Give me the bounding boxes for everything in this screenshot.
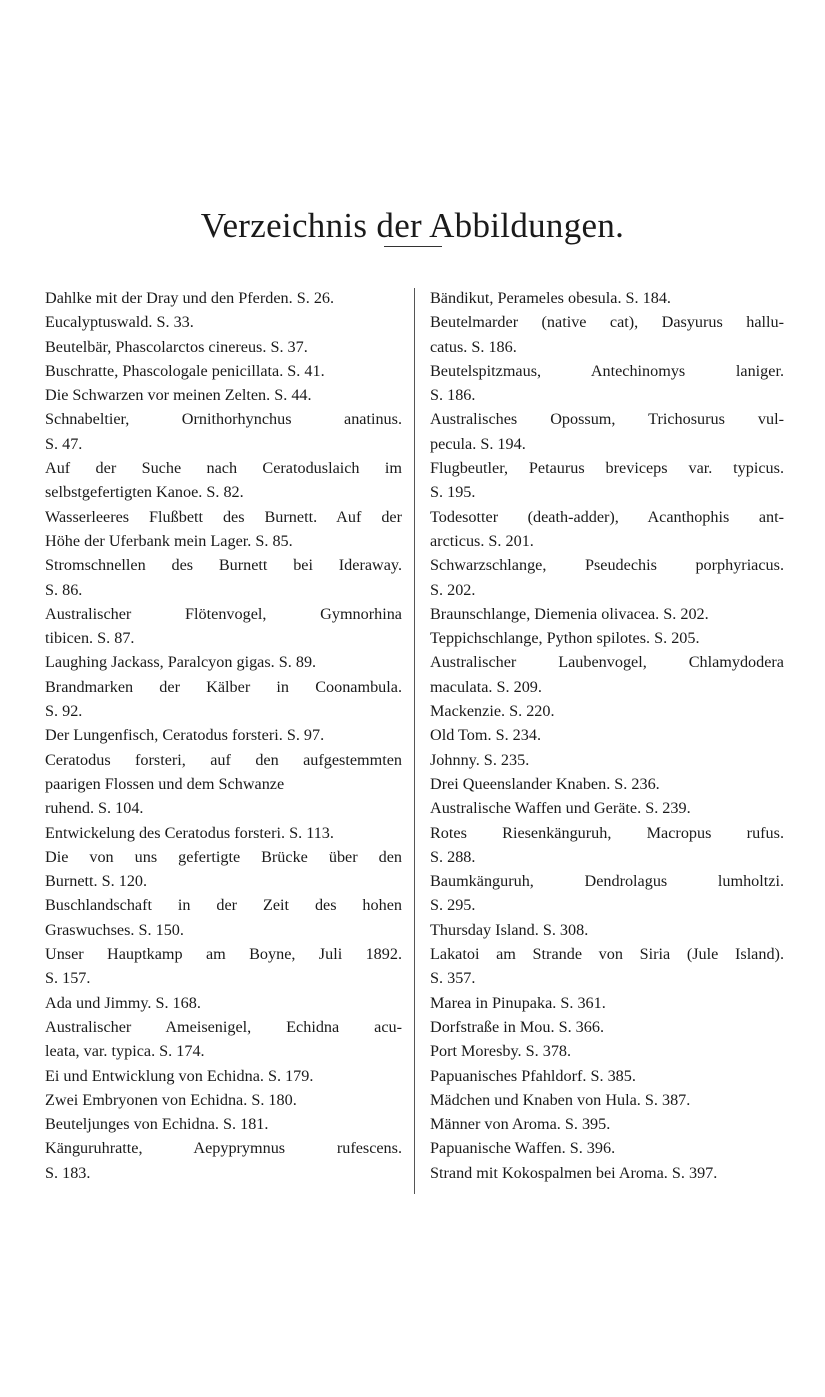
entry-line: Unser Hauptkamp am Boyne, Juli 1892. xyxy=(45,945,402,964)
list-item xyxy=(45,991,402,1015)
list-item xyxy=(45,821,402,845)
entry-line: Old Tom. S. 234. xyxy=(430,726,541,745)
entry-line: Känguruhratte, Aepyprymnus rufescens. xyxy=(45,1139,402,1158)
entry-line: Schnabeltier, Ornithorhynchus anatinus. xyxy=(45,410,402,429)
entry-line: Ei und Entwicklung von Echidna. S. 179. xyxy=(45,1066,314,1085)
list-item xyxy=(45,723,402,747)
entry-continuation: pecula. S. 194. xyxy=(430,434,526,453)
entry-line: Beutelbär, Phascolarctos cinereus. S. 37. xyxy=(45,337,308,356)
entry-line: Zwei Embryonen von Echidna. S. 180. xyxy=(45,1090,297,1109)
entry-continuation: Burnett. S. 120. xyxy=(45,872,148,891)
entry-line: Mackenzie. S. 220. xyxy=(430,702,555,721)
entry-line: Entwickelung des Ceratodus forsteri. S. 113. xyxy=(45,823,334,842)
list-item xyxy=(430,286,784,310)
list-item xyxy=(45,383,402,407)
list-item xyxy=(45,407,402,456)
list-item xyxy=(45,1136,402,1185)
entry-line: Buschlandschaft in der Zeit des hohen xyxy=(45,896,402,915)
entry-continuation: S. 86. xyxy=(45,580,83,599)
page-title: Verzeichnis der Abbildungen. xyxy=(200,206,625,246)
list-item xyxy=(45,553,402,602)
list-item xyxy=(45,456,402,505)
entry-line: Strand mit Kokospalmen bei Aroma. S. 397. xyxy=(430,1163,718,1182)
entry-line: Beuteljunges von Echidna. S. 181. xyxy=(45,1115,269,1134)
right-column xyxy=(430,286,784,1185)
entry-continuation: catus. S. 186. xyxy=(430,337,517,356)
entry-line: Stromschnellen des Burnett bei Ideraway. xyxy=(45,556,402,575)
entry-continuation: ruhend. S. 104. xyxy=(45,799,144,818)
entry-line: Drei Queenslander Knaben. S. 236. xyxy=(430,774,660,793)
list-item xyxy=(45,675,402,724)
entry-continuation: tibicen. S. 87. xyxy=(45,629,135,648)
entry-continuation: selbstgefertigten Kanoe. S. 82. xyxy=(45,483,244,502)
entry-line: Australischer Flötenvogel, Gymnorhina xyxy=(45,604,402,623)
entry-continuation: S. 202. xyxy=(430,580,476,599)
list-item xyxy=(430,1088,784,1112)
list-item xyxy=(45,748,402,821)
column-divider xyxy=(414,288,415,1194)
list-item xyxy=(430,1064,784,1088)
entry-continuation: S. 157. xyxy=(45,969,91,988)
list-item xyxy=(45,893,402,942)
entry-line: Buschratte, Phascologale penicillata. S. 41. xyxy=(45,361,325,380)
entry-line: Wasserleeres Flußbett des Burnett. Auf der xyxy=(45,507,402,526)
list-item xyxy=(430,821,784,870)
entry-line: Die von uns gefertigte Brücke über den xyxy=(45,847,402,866)
entry-line: Thursday Island. S. 308. xyxy=(430,920,589,939)
entry-continuation: S. 195. xyxy=(430,483,476,502)
list-item xyxy=(430,772,784,796)
entry-line: Männer von Aroma. S. 395. xyxy=(430,1115,611,1134)
entry-line: Beutelspitzmaus, Antechinomys laniger. xyxy=(430,361,784,380)
list-item xyxy=(45,335,402,359)
list-item xyxy=(430,918,784,942)
entry-line: Eucalyptuswald. S. 33. xyxy=(45,313,194,332)
entry-continuation: maculata. S. 209. xyxy=(430,677,542,696)
entry-line: Australisches Opossum, Trichosurus vul- xyxy=(430,410,784,429)
list-item xyxy=(430,1112,784,1136)
entry-line: Ada und Jimmy. S. 168. xyxy=(45,993,201,1012)
entry-continuation: S. 288. xyxy=(430,847,476,866)
entry-continuation: arcticus. S. 201. xyxy=(430,531,534,550)
list-item xyxy=(430,456,784,505)
entry-continuation: Höhe der Uferbank mein Lager. S. 85. xyxy=(45,531,293,550)
entry-line: Dahlke mit der Dray und den Pferden. S. 26. xyxy=(45,289,335,307)
entry-line: Teppichschlange, Python spilotes. S. 205. xyxy=(430,629,700,648)
list-item xyxy=(45,602,402,651)
entry-line: Mädchen und Knaben von Hula. S. 387. xyxy=(430,1090,691,1109)
entry-line: Flugbeutler, Petaurus breviceps var. typicus. xyxy=(430,459,784,478)
list-item xyxy=(430,1161,784,1185)
list-item xyxy=(45,650,402,674)
entry-line: Johnny. S. 235. xyxy=(430,750,530,769)
list-item xyxy=(430,723,784,747)
entry-line: Australische Waffen und Geräte. S. 239. xyxy=(430,799,691,818)
entry-line: Rotes Riesenkänguruh, Macropus rufus. xyxy=(430,823,784,842)
list-item xyxy=(430,310,784,359)
entry-continuation: S. 183. xyxy=(45,1163,91,1182)
list-item xyxy=(430,1039,784,1063)
list-item xyxy=(45,359,402,383)
entry-line: Australischer Laubenvogel, Chlamydodera xyxy=(430,653,784,672)
list-item xyxy=(430,626,784,650)
list-item xyxy=(430,869,784,918)
list-item xyxy=(45,505,402,554)
entry-continuation: S. 47. xyxy=(45,434,83,453)
entry-line: Schwarzschlange, Pseudechis porphyriacus. xyxy=(430,556,784,575)
list-item xyxy=(430,650,784,699)
list-item xyxy=(430,699,784,723)
list-item xyxy=(45,845,402,894)
list-item xyxy=(430,553,784,602)
entry-line: Dorfstraße in Mou. S. 366. xyxy=(430,1017,604,1036)
entry-line: Lakatoi am Strande von Siria (Jule Island). xyxy=(430,945,784,964)
list-item xyxy=(430,602,784,626)
entry-continuation: S. 92. xyxy=(45,702,83,721)
entry-line: Brandmarken der Kälber in Coonambula. xyxy=(45,677,402,696)
entry-continuation: S. 357. xyxy=(430,969,476,988)
list-item xyxy=(430,1015,784,1039)
list-item xyxy=(45,1015,402,1064)
entry-continuation: leata, var. typica. S. 174. xyxy=(45,1042,205,1061)
list-item xyxy=(45,310,402,334)
title-divider xyxy=(384,246,442,247)
list-item xyxy=(430,407,784,456)
list-item xyxy=(430,359,784,408)
list-item xyxy=(45,286,402,310)
left-column xyxy=(45,286,402,1185)
entry-line: Baumkänguruh, Dendrolagus lumholtzi. xyxy=(430,872,784,891)
entry-line: Der Lungenfisch, Ceratodus forsteri. S. 97. xyxy=(45,726,325,745)
list-item xyxy=(45,942,402,991)
list-item xyxy=(430,942,784,991)
entry-continuation: S. 186. xyxy=(430,386,476,405)
list-item xyxy=(45,1064,402,1088)
entry-continuation: paarigen Flossen und dem Schwanze xyxy=(45,774,285,793)
list-item xyxy=(45,1088,402,1112)
entry-line: Papuanisches Pfahldorf. S. 385. xyxy=(430,1066,636,1085)
list-item xyxy=(430,991,784,1015)
entry-line: Bändikut, Perameles obesula. S. 184. xyxy=(430,289,671,307)
entry-line: Papuanische Waffen. S. 396. xyxy=(430,1139,616,1158)
list-item xyxy=(430,796,784,820)
entry-line: Auf der Suche nach Ceratoduslaich im xyxy=(45,459,402,478)
entry-line: Die Schwarzen vor meinen Zelten. S. 44. xyxy=(45,386,312,405)
entry-line: Todesotter (death-adder), Acanthophis ant- xyxy=(430,507,784,526)
entry-line: Ceratodus forsteri, auf den aufgestemmten xyxy=(45,750,402,769)
list-item xyxy=(430,505,784,554)
list-item xyxy=(430,1136,784,1160)
entry-line: Beutelmarder (native cat), Dasyurus hallu- xyxy=(430,313,784,332)
entry-line: Australischer Ameisenigel, Echidna acu- xyxy=(45,1017,402,1036)
entry-continuation: S. 295. xyxy=(430,896,476,915)
list-item xyxy=(430,748,784,772)
entry-line: Marea in Pinupaka. S. 361. xyxy=(430,993,606,1012)
entry-line: Laughing Jackass, Paralcyon gigas. S. 89. xyxy=(45,653,317,672)
entry-line: Port Moresby. S. 378. xyxy=(430,1042,572,1061)
entry-line: Braunschlange, Diemenia olivacea. S. 202. xyxy=(430,604,709,623)
list-item xyxy=(45,1112,402,1136)
entry-continuation: Graswuchses. S. 150. xyxy=(45,920,184,939)
